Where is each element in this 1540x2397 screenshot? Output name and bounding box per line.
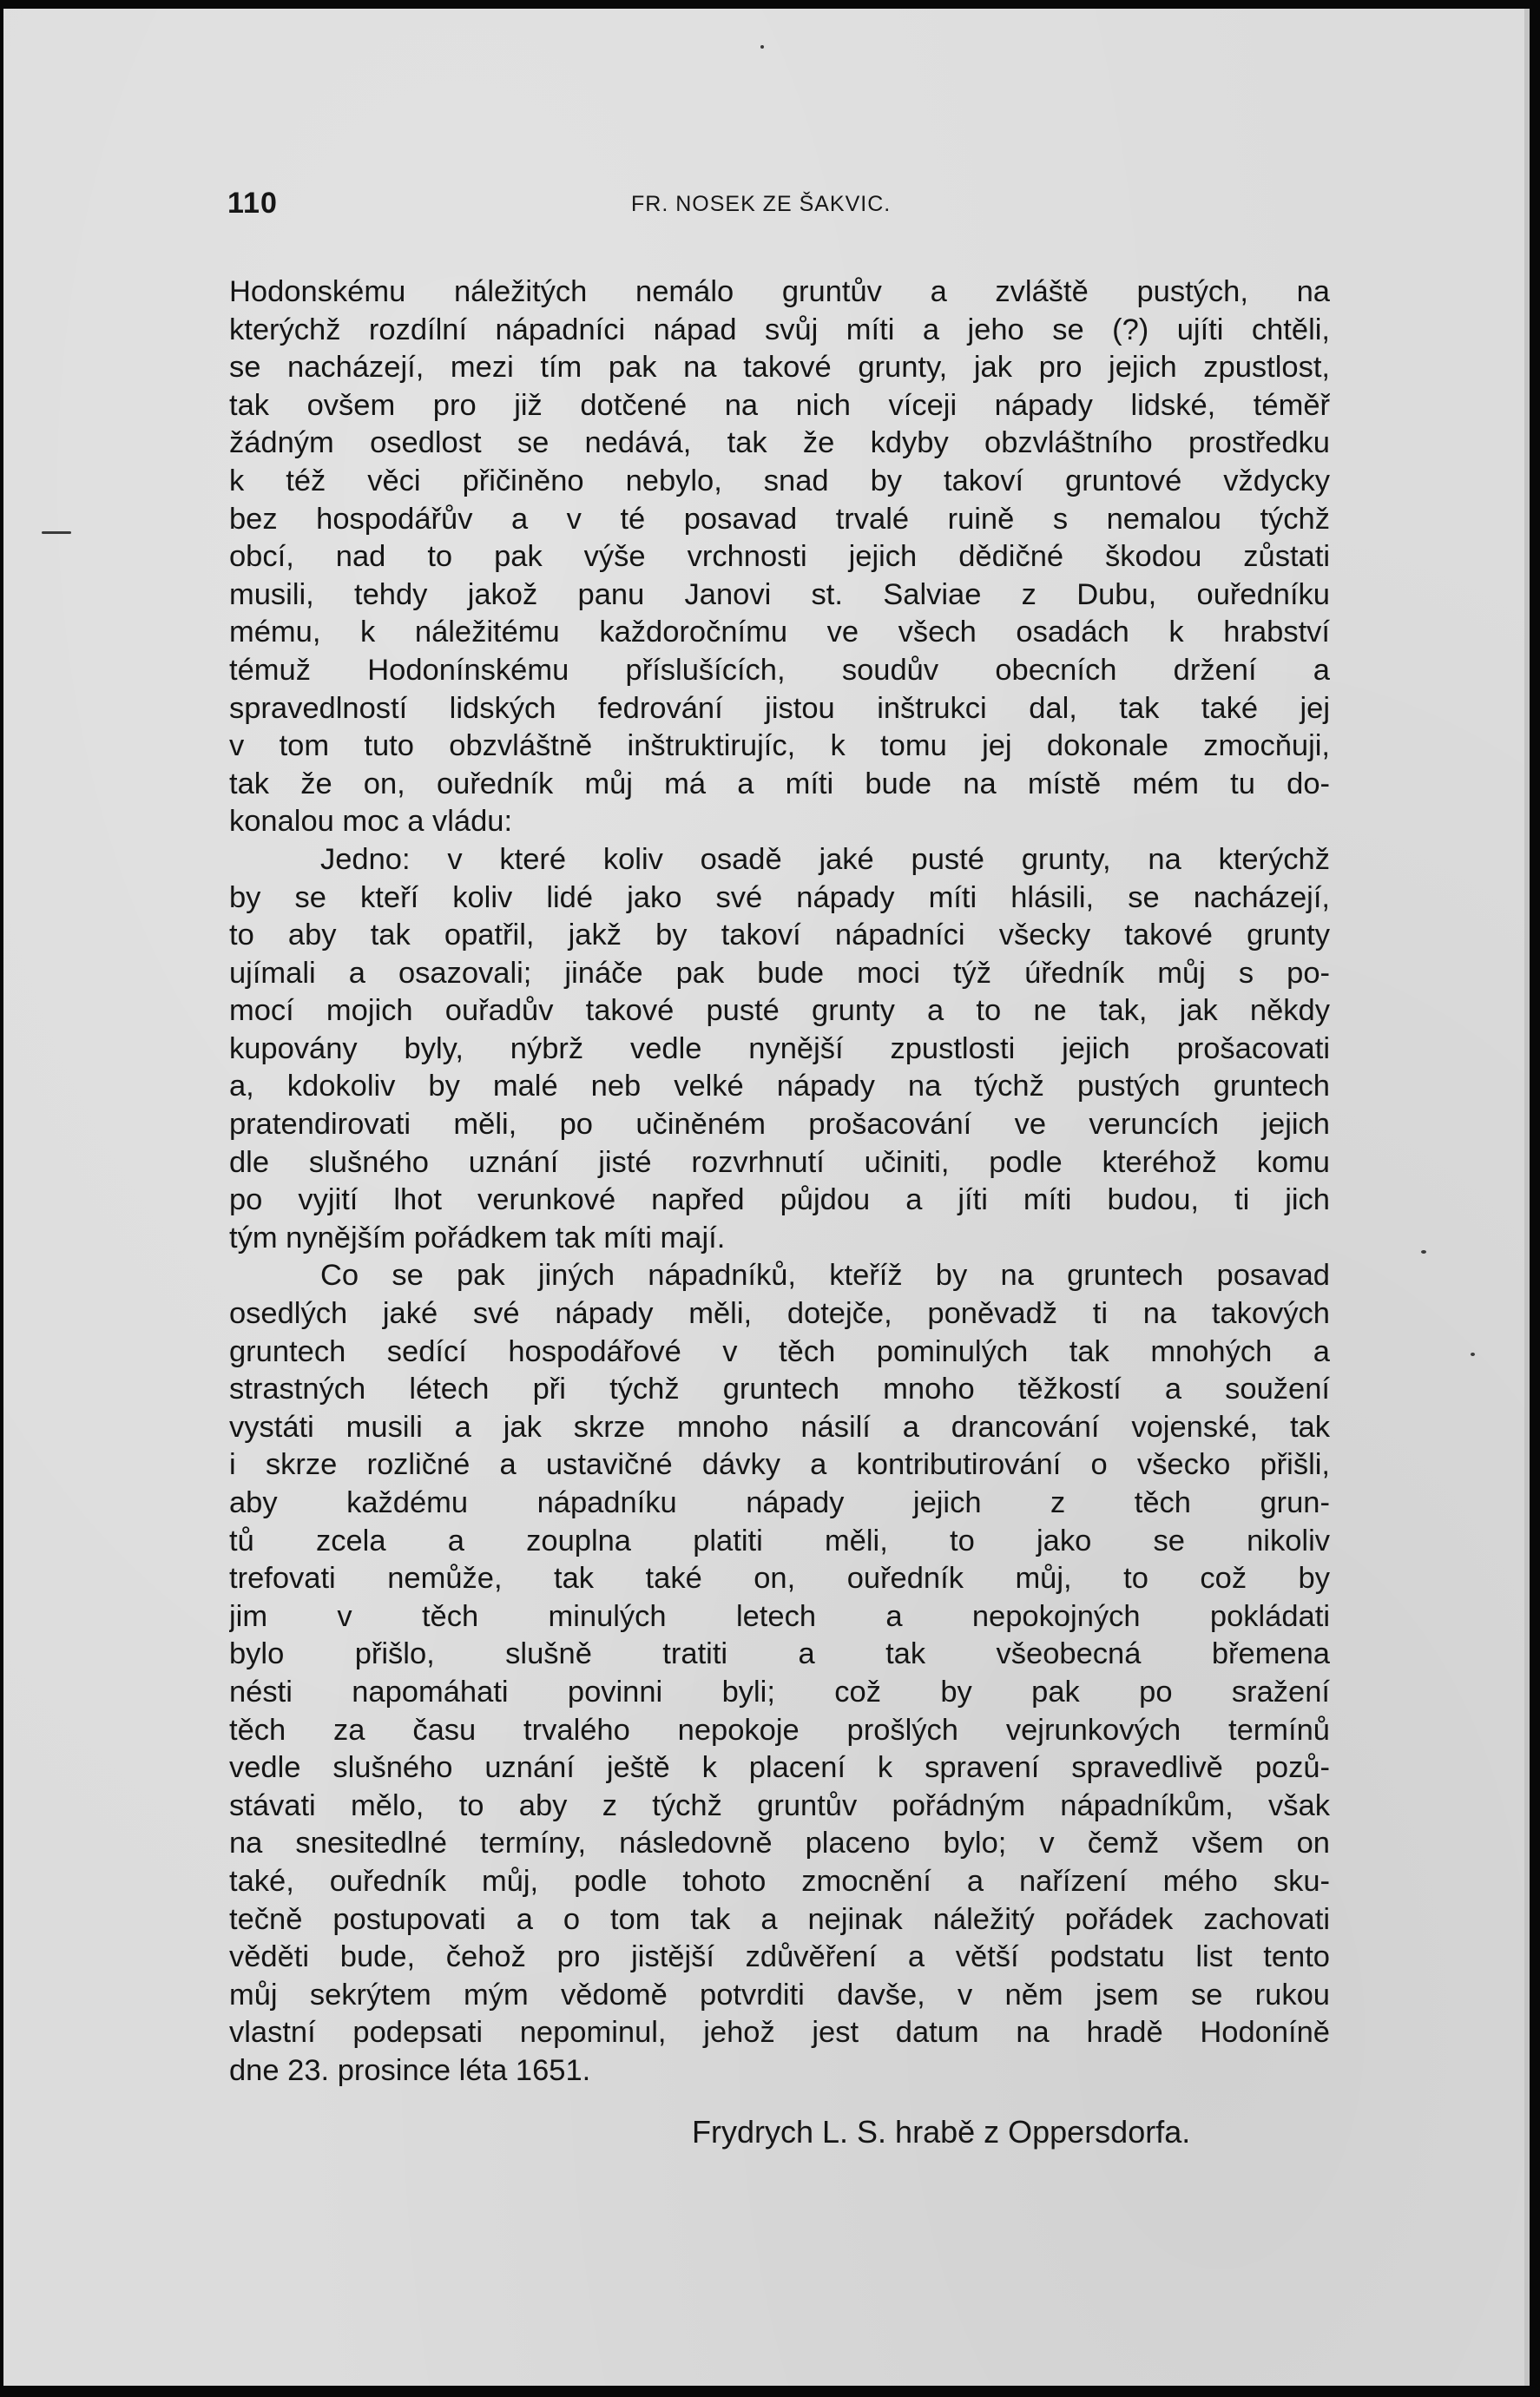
text-line: bylo přišlo, slušně tratiti a tak všeobecná břemena [229,1637,1330,1671]
text-line: kterýchž rozdílní nápadníci nápad svůj míti a jeho se (?) ujíti chtěli, [229,313,1330,346]
text-line: mocí mojich ouřadův takové pusté grunty a to ne tak, jak někdy [229,994,1330,1028]
margin-speck [1421,1250,1426,1254]
text-line: nésti napomáhati povinni byli; což by pak po sražení [229,1675,1330,1709]
margin-speck [1471,1353,1475,1356]
text-line: vedle slušného uznání ještě k placení k spravení spravedlivě pozů- [229,1751,1330,1785]
text-line: tak že on, ouředník můj má a míti bude na místě mém tu do- [229,767,1330,800]
text-line: témuž Hodonínskému příslušících, soudův obecních držení a [229,653,1330,687]
text-line: tečně postupovati a o tom tak a nejinak náležitý pořádek zachovati [229,1902,1330,1936]
text-line: dle slušného uznání jisté rozvrhnutí učiniti, podle kteréhož komu [229,1145,1330,1179]
text-line: k též věci přičiněno nebylo, snad by takoví gruntové vždycky [229,464,1330,497]
paragraph-1 [229,273,1330,841]
text-line: v tom tuto obzvláštně inštruktirujíc, k tomu jej dokonale zmocňuji, [229,729,1330,763]
running-head: FR. NOSEK ZE ŠAKVIC. [631,192,892,216]
text-line: žádným osedlost se nedává, tak že kdyby obzvláštního prostředku [229,426,1330,460]
text-line: aby každému nápadníku nápady jejich z těch grun- [229,1486,1330,1519]
text-line: to aby tak opatřil, jakž by takoví nápadníci všecky takové grunty [229,919,1330,952]
text-line: po vyjití lhot verunkové napřed půjdou a jíti míti budou, ti jich [229,1183,1330,1217]
text-line: Jedno: v které koliv osadě jaké pusté grunty, na kterýchž [320,842,1330,876]
text-line: obcí, nad to pak výše vrchnosti jejich dědičné škodou zůstati [229,540,1330,574]
text-line: a, kdokoliv by malé neb velké nápady na týchž pustých gruntech [229,1070,1330,1103]
text-line: bez hospodářův a v té posavad trvalé ruině s nemalou týchž [229,502,1330,536]
page-number: 110 [227,187,278,220]
text-line: tak ovšem pro již dotčené na nich víceji nápady lidské, téměř [229,388,1330,422]
text-line: kupovány byly, nýbrž vedle nynější zpustlosti jejich prošacovati [229,1031,1330,1065]
text-line: se nacházejí, mezi tím pak na takové grunty, jak pro jejich zpustlost, [229,351,1330,385]
body-text [229,273,1330,2091]
text-line: tým nynějším pořádkem tak míti mají. [229,1221,726,1254]
margin-speck [42,531,71,534]
text-line: na snesitedlné termíny, následovně placeno bylo; v čemž všem on [229,1827,1330,1860]
text-line: Hodonskému náležitých nemálo gruntův a zvláště pustých, na [229,275,1330,308]
text-line: by se kteří koliv lidé jako své nápady míti hlásili, se nacházejí, [229,880,1330,914]
book-page [3,9,1530,2386]
text-line: musili, tehdy jakož panu Janovi st. Salviae z Dubu, ouředníku [229,577,1330,611]
paragraph-3 [229,1257,1330,2090]
paragraph-2 [229,841,1330,1258]
text-line: gruntech sedící hospodářové v těch pominulých tak mnohých a [229,1334,1330,1368]
text-line: i skrze rozličné a ustavičné dávky a kontributirování o všecko přišli, [229,1448,1330,1482]
text-line: můj sekrýtem mým vědomě potvrditi davše, v něm jsem se rukou [229,1978,1330,2012]
page-header [227,187,1326,230]
text-line: dne 23. prosince léta 1651. [229,2053,591,2087]
text-line: také, ouředník můj, podle tohoto zmocnění a nařízení mého sku- [229,1864,1330,1898]
text-line: strastných létech při týchž gruntech mnoho těžkostí a soužení [229,1373,1330,1406]
text-line: Co se pak jiných nápadníků, kteříž by na gruntech posavad [320,1259,1330,1293]
text-line: konalou moc a vládu: [229,805,513,839]
text-line: osedlých jaké své nápady měli, dotejče, poněvadž ti na takových [229,1297,1330,1331]
text-line: ujímali a osazovali; jináče pak bude moci týž úředník můj s po- [229,956,1330,990]
text-line: tů zcela a zouplna platiti měli, to jako se nikoliv [229,1524,1330,1557]
text-line: vlastní podepsati nepominul, jehož jest datum na hradě Hodoníně [229,2016,1330,2050]
signature-line: Frydrych L. S. hrabě z Oppersdorfa. [692,2114,1191,2150]
text-line: stávati mělo, to aby z týchž gruntův pořádným nápadníkům, však [229,1788,1330,1822]
text-line: jim v těch minulých letech a nepokojných pokládati [229,1599,1330,1633]
margin-speck [760,45,764,49]
text-line: těch za času trvalého nepokoje prošlých vejrunkových termínů [229,1713,1330,1747]
text-line: věděti bude, čehož pro jistější zdůvěření a větší podstatu list tento [229,1940,1330,1974]
text-line: mému, k náležitému každoročnímu ve všech osadách k hrabství [229,616,1330,649]
text-line: spravedlností lidských fedrování jistou inštrukci dal, tak také jej [229,691,1330,725]
text-line: pratendirovati měli, po učiněném prošacování ve veruncích jejich [229,1108,1330,1142]
text-line: trefovati nemůže, tak také on, ouředník můj, to což by [229,1562,1330,1596]
text-line: vystáti musili a jak skrze mnoho násilí a drancování vojenské, tak [229,1410,1330,1444]
